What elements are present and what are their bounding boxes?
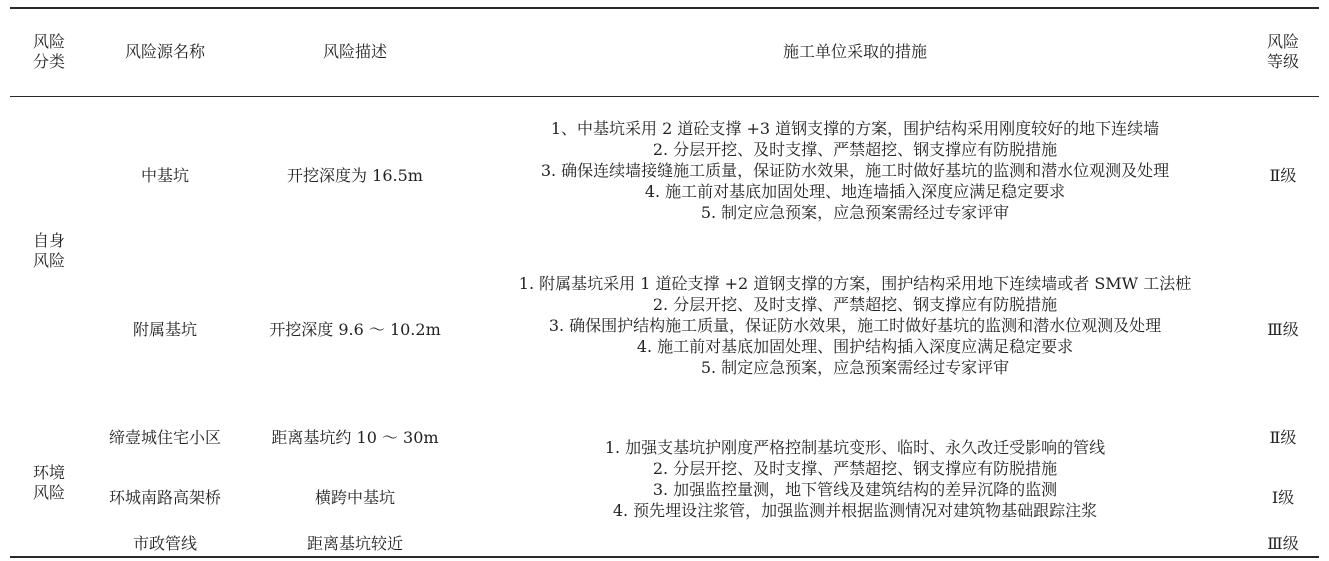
measure-line: 4. 施工前对基底加固处理、地连墙插入深度应满足稳定要求 [644,182,1066,201]
measure-line: 3. 加强监控量测，地下管线及建筑结构的差异沉降的监测 [652,480,1058,499]
row-level: Ⅰ级 [1271,488,1295,507]
group-category-self [20,231,78,271]
measure-line: 2. 分层开挖、及时支撑、严禁超挖、钢支撑应有防脱措施 [652,459,1058,478]
group-category-line-2: 风险 [32,251,65,270]
row-description: 距离基坑约 10 ～ 30m [271,428,439,447]
row-source: 中基坑 [140,166,189,185]
row-level: Ⅲ级 [1267,320,1299,339]
measure-line: 4. 预先埋设注浆管，加强监测并根据监测情况对建筑物基础跟踪注浆 [612,501,1098,520]
group-category-line-1: 自身 [32,231,65,250]
table-top-rule [10,7,1319,9]
group-category-environment [20,463,78,503]
row-source: 环城南路高架桥 [108,488,221,507]
measure-line: 3. 确保围护结构施工质量，保证防水效果，施工时做好基坑的监测和潜水位观测及处理 [548,316,1162,335]
row-source: 附属基坑 [132,320,197,339]
table-header-rule [10,96,1319,97]
row-source: 市政管线 [132,534,197,553]
row-description: 距离基坑较近 [306,534,403,553]
measure-line: 5. 制定应急预案，应急预案需经过专家评审 [700,358,1010,377]
measure-line: 1. 附属基坑采用 1 道砼支撑 +2 道钢支撑的方案，围护结构采用地下连续墙或者 SMW 工法桩 [518,274,1192,293]
row-measures [440,273,1270,378]
table-bottom-rule [10,556,1319,558]
row-measures [440,118,1270,223]
row-description: 开挖深度为 16.5m [287,166,423,185]
measure-line: 2. 分层开挖、及时支撑、严禁超挖、钢支撑应有防脱措施 [652,140,1058,159]
group-category-line-1: 环境 [32,463,65,482]
measure-line: 2. 分层开挖、及时支撑、严禁超挖、钢支撑应有防脱措施 [652,295,1058,314]
row-level: Ⅲ级 [1267,534,1299,553]
header-category-line-2: 分类 [32,52,65,71]
row-source: 缔壹城住宅小区 [108,428,221,447]
header-description: 风险描述 [322,42,387,61]
row-level: Ⅱ级 [1269,166,1297,185]
measure-line: 4. 施工前对基底加固处理、围护结构插入深度应满足稳定要求 [636,337,1074,356]
measure-line: 5. 制定应急预案，应急预案需经过专家评审 [700,203,1010,222]
header-measures: 施工单位采取的措施 [782,42,927,61]
group-measures [440,437,1270,521]
row-level: Ⅱ级 [1269,428,1297,447]
header-level [1254,32,1312,72]
measure-line: 3. 确保连续墙接缝施工质量，保证防水效果，施工时做好基坑的监测和潜水位观测及处理 [540,161,1170,180]
measure-line: 1. 加强支基坑护刚度严格控制基坑变形、临时、永久改迁受影响的管线 [604,438,1106,457]
header-level-line-2: 等级 [1266,52,1299,71]
header-level-line-1: 风险 [1266,32,1299,51]
group-category-line-2: 风险 [32,483,65,502]
measure-line: 1、中基坑采用 2 道砼支撑 +3 道钢支撑的方案，围护结构采用刚度较好的地下连续墙 [550,119,1160,138]
row-description: 开挖深度 9.6 ～ 10.2m [269,320,441,339]
header-category [20,32,78,72]
header-source: 风险源名称 [124,42,205,61]
row-description: 横跨中基坑 [314,488,395,507]
header-category-line-1: 风险 [32,32,65,51]
